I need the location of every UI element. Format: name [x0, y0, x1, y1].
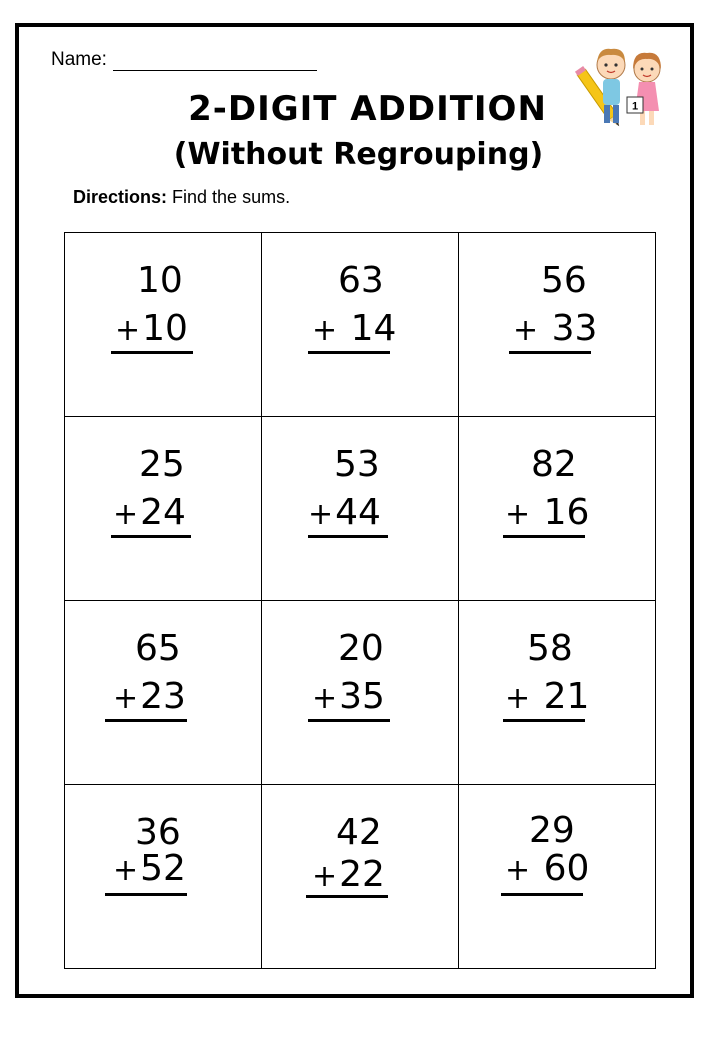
plus-sign: +	[513, 313, 539, 348]
addend-bottom: 24	[140, 492, 186, 533]
addition-problem	[459, 233, 655, 416]
answer-line	[308, 535, 388, 538]
name-label: Name:	[51, 49, 107, 70]
addend-top: 82	[531, 444, 577, 485]
answer-line	[105, 893, 187, 896]
addition-problem	[459, 417, 655, 600]
plus-sign: +	[308, 497, 334, 532]
worksheet-subtitle: (Without Regrouping)	[173, 137, 544, 172]
plus-sign: +	[113, 681, 139, 716]
plus-sign: +	[505, 681, 531, 716]
addend-bottom: 33	[551, 308, 598, 349]
problem-cell[interactable]	[262, 785, 459, 969]
problem-cell[interactable]	[65, 785, 262, 969]
directions-text: Find the sums.	[167, 187, 291, 207]
addend-top: 20	[338, 628, 384, 669]
addend-top: 29	[529, 810, 575, 851]
plus-sign: +	[115, 313, 141, 348]
plus-sign: +	[505, 853, 531, 888]
name-blank-line[interactable]	[113, 52, 317, 71]
addend-bottom: 14	[350, 308, 397, 349]
plus-sign: +	[113, 497, 139, 532]
plus-sign: +	[312, 681, 338, 716]
addend-bottom: 52	[140, 848, 186, 889]
addend-top: 58	[527, 628, 573, 669]
directions-label: Directions:	[73, 187, 168, 207]
answer-line	[308, 351, 390, 354]
directions	[73, 187, 290, 208]
problem-grid	[64, 232, 656, 969]
addend-bottom: 60	[543, 848, 590, 889]
addition-problem	[65, 233, 261, 416]
addition-problem	[459, 785, 655, 968]
addend-top: 36	[135, 812, 181, 853]
addend-top: 42	[336, 812, 382, 853]
addition-problem	[65, 417, 261, 600]
problem-cell[interactable]	[459, 601, 656, 785]
addend-top: 53	[334, 444, 380, 485]
answer-line	[509, 351, 591, 354]
addend-bottom: 35	[339, 676, 385, 717]
problem-cell[interactable]	[262, 233, 459, 417]
addend-top: 63	[338, 260, 384, 301]
addition-problem	[65, 785, 261, 968]
answer-line	[105, 719, 187, 722]
addition-problem	[262, 233, 458, 416]
answer-line	[306, 895, 388, 898]
clipart-card-number: 1	[631, 100, 639, 113]
addend-bottom: 21	[543, 676, 590, 717]
answer-line	[111, 351, 193, 354]
answer-line	[503, 535, 585, 538]
answer-line	[501, 893, 583, 896]
problem-cell[interactable]	[65, 233, 262, 417]
addend-top: 10	[137, 260, 183, 301]
addend-bottom: 16	[543, 492, 590, 533]
worksheet-page	[15, 23, 694, 998]
plus-sign: +	[113, 853, 139, 888]
answer-line	[503, 719, 585, 722]
name-row	[51, 49, 317, 71]
problem-cell[interactable]	[459, 785, 656, 969]
answer-line	[111, 535, 191, 538]
addition-problem	[459, 601, 655, 784]
addition-problem	[65, 601, 261, 784]
addend-top: 56	[541, 260, 587, 301]
addend-bottom: 22	[339, 854, 385, 895]
problem-cell[interactable]	[65, 417, 262, 601]
addition-problem	[262, 785, 458, 968]
plus-sign: +	[505, 497, 531, 532]
addition-problem	[262, 417, 458, 600]
addend-top: 65	[135, 628, 181, 669]
problem-cell[interactable]	[262, 417, 459, 601]
plus-sign: +	[312, 859, 338, 894]
problem-cell[interactable]	[459, 233, 656, 417]
addend-top: 25	[139, 444, 185, 485]
addend-bottom: 10	[142, 308, 188, 349]
problem-cell[interactable]	[65, 601, 262, 785]
problem-cell[interactable]	[262, 601, 459, 785]
worksheet-title: 2-DIGIT ADDITION	[188, 89, 547, 129]
addend-bottom: 44	[335, 492, 381, 533]
plus-sign: +	[312, 313, 338, 348]
addition-problem	[262, 601, 458, 784]
addend-bottom: 23	[140, 676, 186, 717]
problem-cell[interactable]	[459, 417, 656, 601]
answer-line	[308, 719, 390, 722]
